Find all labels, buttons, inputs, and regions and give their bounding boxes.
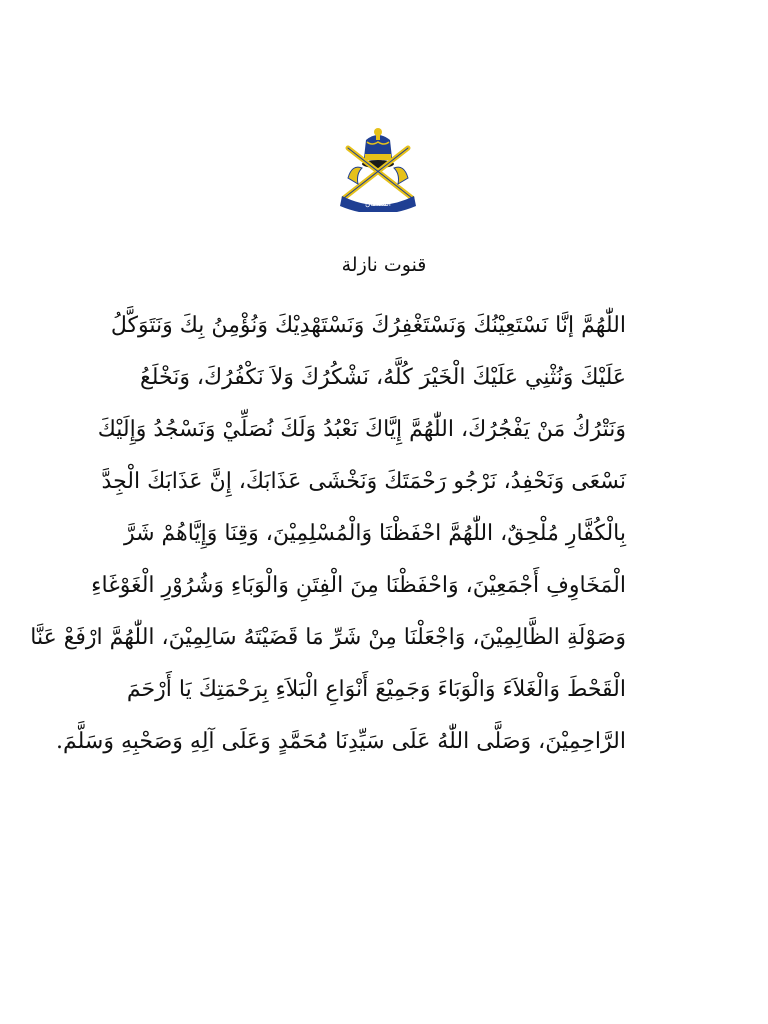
- text-line: وَنَتْرُكُ مَنْ يَفْجُرُكَ، اللّٰهُمَّ إِيَّاكَ نَعْبُدُ وَلَكَ نُصَلِّيْ وَنَسْجُدُ وَإِلَيْكَ: [97, 417, 626, 442]
- page-title: قنوت نازلة: [341, 254, 427, 276]
- text-line: بِالْكُفَّارِ مُلْحِقٌ، اللّٰهُمَّ احْفَظْنَا وَالْمُسْلِمِيْنَ، وَقِنَا وَإِيَّاهُمْ شَرَّ: [123, 521, 626, 546]
- text-line: اللّٰهُمَّ إنَّا نَسْتَعِيْنُكَ وَنَسْتَغْفِرُكَ وَنَسْتَهْدِيْكَ وَنُؤْمِنُ بِكَ وَنَتَوَكَّلُ: [110, 313, 626, 338]
- royal-crest-icon: [336, 124, 420, 212]
- prayer-text: [30, 300, 626, 768]
- text-line: الْمَخَاوِفِ أَجْمَعِيْنَ، وَاحْفَظْنَا مِنَ الْفِتَنِ وَالْوَبَاءِ وَشُرُوْرِ الْغَوْغَاءِ: [91, 573, 626, 598]
- text-line: نَسْعَى وَنَحْفِدُ، نَرْجُو رَحْمَتَكَ وَنَخْشَى عَذَابَكَ، إِنَّ عَذَابَكَ الْجِدَّ: [101, 469, 626, 494]
- text-line: الْقَحْطَ وَالْغَلاَءَ وَالْوَبَاءَ وَجَمِيْعَ أَنْوَاعِ الْبَلاَءِ بِرَحْمَتِكَ يَا أَرْحَمَ: [126, 677, 626, 702]
- svg-text:السلطان: السلطان: [365, 200, 391, 208]
- text-line: وَصَوْلَةِ الظَّالِمِيْنَ، وَاجْعَلْنَا مِنْ شَرِّ مَا قَضَيْتَهُ سَالِمِيْنَ، اللّٰهُمَّ ارْفَعْ عَنَّا: [30, 625, 626, 650]
- text-line: عَلَيْكَ وَنُثْنِي عَلَيْكَ الْخَيْرَ كُلَّهُ، نَشْكُرُكَ وَلاَ نَكْفُرُكَ، وَنَخْلَعُ: [140, 365, 626, 390]
- text-line: الرَّاحِمِيْنَ، وَصَلَّى اللّٰهُ عَلَى سَيِّدِنَا مُحَمَّدٍ وَعَلَى آلِهِ وَصَحْبِهِ وَسَلَّمَ.: [56, 729, 626, 754]
